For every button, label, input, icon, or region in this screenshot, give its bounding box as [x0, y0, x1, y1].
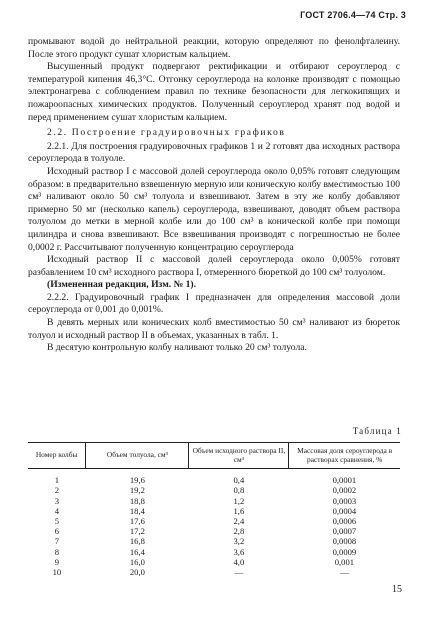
table-cell: 4	[54, 505, 60, 516]
table-row	[28, 469, 400, 486]
table-cell: 17,2	[129, 526, 145, 537]
paragraph: 2.2.1. Для построения градуировочных графиков 1 и 2 готовят два исходных раствора сероуглерода в толуоле.	[28, 140, 400, 165]
table-cell: 19,2	[129, 485, 145, 496]
table-cell: —	[340, 567, 349, 578]
table-cell: 0,0008	[332, 536, 357, 547]
table-cell: 0,0001	[332, 475, 357, 486]
paragraph: В девять мерных или конических колб вместимостью 50 см³ наливают из бюреток толуол и исходный раствор II в объемах, указанных в табл. 1.	[28, 317, 400, 341]
table-row	[28, 485, 400, 495]
table-cell: 18,8	[129, 495, 145, 506]
table-header-row	[28, 443, 400, 469]
table-cell: 6	[54, 526, 60, 537]
table-cell: 5	[54, 516, 60, 526]
table-cell: 3,2	[233, 536, 245, 547]
table-cell: 0,001	[334, 556, 355, 567]
header-toluene-volume: Объем толуола, см³	[86, 443, 189, 469]
section-heading: 2.2. Построение градуировочных графиков	[47, 127, 286, 139]
table-cell: 1,2	[233, 495, 245, 506]
table-cell: 3	[54, 495, 60, 506]
table-cell: 17,6	[129, 516, 145, 526]
table-row	[28, 526, 400, 536]
header-flask-number: Номер колбы	[28, 443, 86, 469]
table-body	[28, 469, 400, 578]
table-cell: 0,0009	[332, 546, 357, 557]
paragraph: промывают водой до нейтральной реакции, которую определяют по фенолфталеину. После этого продукт сушат хлористым кальцием.	[28, 36, 400, 60]
header-mass-fraction: Массовая доля сероуглерода в растворах сравнения, %	[289, 443, 400, 469]
table-cell: 7	[54, 536, 60, 547]
header-solution-volume: Объем исходного раствора II, см³	[189, 443, 289, 469]
table-cell: 0,0004	[332, 505, 357, 516]
table-row	[28, 516, 400, 526]
paragraph: 2.2.2. Градуировочный график I предназначен для определения массовой доли сероуглерода от 0,001 до 0,001%.	[28, 291, 400, 316]
paragraph: В десятую контрольную колбу наливают только 20 см³ толуола.	[47, 342, 307, 354]
table-cell: 0,0006	[332, 516, 357, 526]
page-header: ГОСТ 2706.4—74 Стр. 3	[300, 10, 406, 20]
table-cell: 2	[54, 485, 60, 496]
table-cell: 0,8	[233, 485, 245, 496]
table-row	[28, 536, 400, 546]
table-cell: 20,0	[129, 567, 145, 578]
amendment-note: (Измененная редакция, Изм. № 1).	[47, 279, 197, 291]
paragraph: Исходный раствор II с массовой долей сероуглерода около 0,005% готовят разбавлением 10 см³ исходного раствора I, отмеренного бюреткой до 100 см³ толуолом.	[28, 254, 400, 278]
table-cell: 8	[54, 546, 60, 557]
table-cell: 0,0003	[332, 495, 357, 506]
table-cell: 16,8	[129, 536, 145, 547]
table-cell: 2,8	[233, 526, 245, 537]
table-row	[28, 496, 400, 506]
table-cell: 0,0002	[332, 485, 357, 496]
table-cell: 1,6	[233, 505, 245, 516]
page-number: 15	[392, 584, 402, 595]
table-cell: 10	[52, 567, 62, 578]
table-cell: 4,0	[233, 556, 245, 567]
table-row	[28, 567, 400, 577]
table-cell: 1	[54, 475, 60, 486]
calibration-table	[28, 442, 400, 577]
table-cell: 16,0	[129, 556, 145, 567]
table-cell: 19,6	[129, 475, 145, 486]
table-cell: 9	[54, 556, 60, 567]
table-cell: —	[234, 567, 244, 578]
table-caption: Таблица 1	[352, 426, 402, 436]
body-text	[28, 36, 400, 355]
paragraph: Высушенный продукт подвергают ректификации и отбирают сероуглерод с температурой кипения 46,3°С. Отгонку сероуглерода на колонке производят с помощью электронагрева с соблюдением правил по технике безопасности для легкокипящих и пожароопасных химических продуктов. Полученный сероуглерод хранят под водой и перед применением сушат хлористым кальцием.	[28, 61, 400, 123]
table-cell: 0,4	[233, 475, 245, 486]
paragraph: Исходный раствор I с массовой долей сероуглерода около 0,05% готовят следующим образом: в предварительно взвешенную мерную или коническую колбу вместимостью 100 см³ наливают около 50 см³ толуола и взвешивают. Затем в эту же колбу добавляют примерно 50 мг (несколько капель) сероуглерода, взвешивают, доводят объем раствора толуолом до метки в мерной колбе или до 100 см³ в конической колбе при помощи цилиндра и снова взвешивают. Все взвешивания производят с погрешностью не более 0,0002 г. Рассчитывают полученную концентрацию сероуглерода	[28, 165, 400, 253]
table-cell: 0,0007	[332, 526, 357, 537]
table-cell: 2,4	[233, 516, 245, 526]
table-row	[28, 547, 400, 557]
table-row	[28, 506, 400, 516]
table-row	[28, 557, 400, 567]
table-cell: 3,6	[233, 546, 245, 557]
table-cell: 18,4	[129, 505, 145, 516]
table-cell: 16,4	[129, 546, 145, 557]
